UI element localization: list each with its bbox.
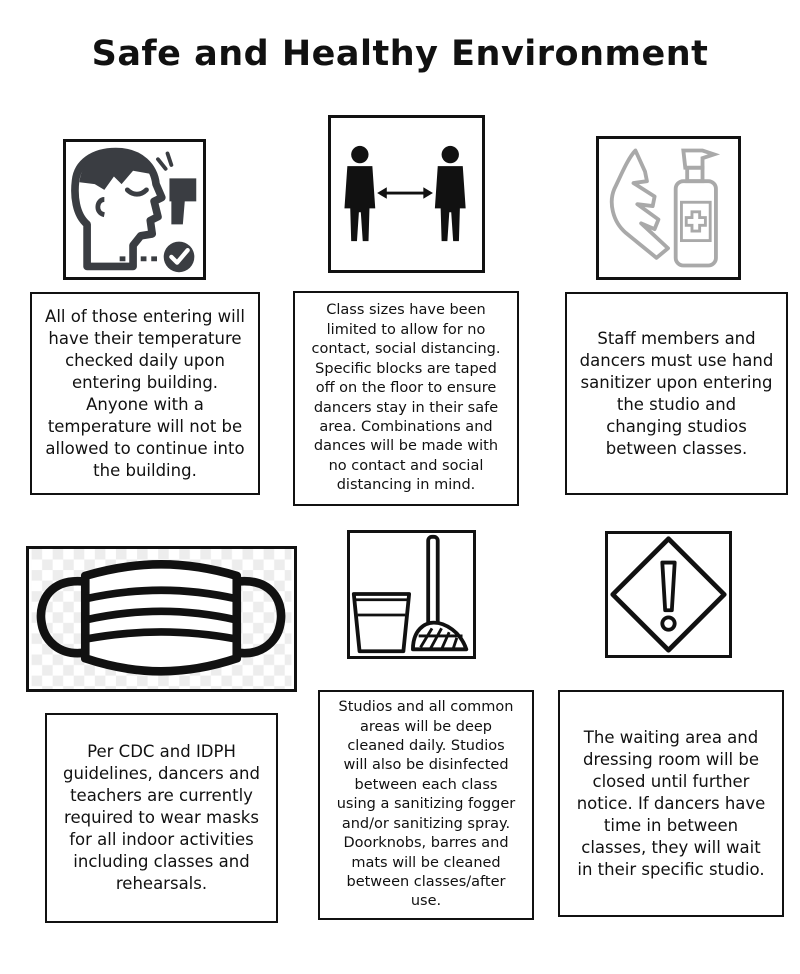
sanitizer-policy-card [565,292,788,495]
cleaning-policy-card [318,690,534,920]
distancing-policy-text: Class sizes have been limited to allow for no contact, social distancing. Specific blocks are taped off on the floor to ensure dancers stay in their safe area. Combinations and dances will be made with no contact and social distancing in mind. [311,302,501,494]
temperature-policy-card [30,292,260,495]
bucket-mop-icon [347,530,476,659]
social-distancing-icon [328,115,485,273]
hand-sanitizer-icon [596,136,741,280]
waiting-area-policy-card [558,690,784,917]
temperature-policy-text: All of those entering will have their temperature checked daily upon entering building. Anyone with a temperature will not be allowed to continue into the building. [45,306,245,480]
mask-policy-card [45,713,278,923]
warning-sign-icon [605,531,732,658]
face-mask-icon [26,546,297,692]
distancing-policy-card [293,291,519,506]
mask-policy-text: Per CDC and IDPH guidelines, dancers and teachers are currently required to wear masks for all indoor activities including classes and rehearsals. [63,742,260,893]
cleaning-policy-text: Studios and all common areas will be deep cleaned daily. Studios will also be disinfected between each class using a sanitizing fogger and/or sanitizing spray. Doorknobs, barres and mats will be cleaned between classes/after use. [336,699,516,910]
temperature-check-icon [63,139,206,280]
page-title: Safe and Healthy Environment [91,34,709,74]
waiting-area-policy-text: The waiting area and dressing room will be closed until further notice. If dancers have time in between classes, they will wait in their specific studio. [576,727,766,879]
sanitizer-policy-text: Staff members and dancers must use hand sanitizer upon entering the studio and changing studios between classes. [579,328,774,458]
